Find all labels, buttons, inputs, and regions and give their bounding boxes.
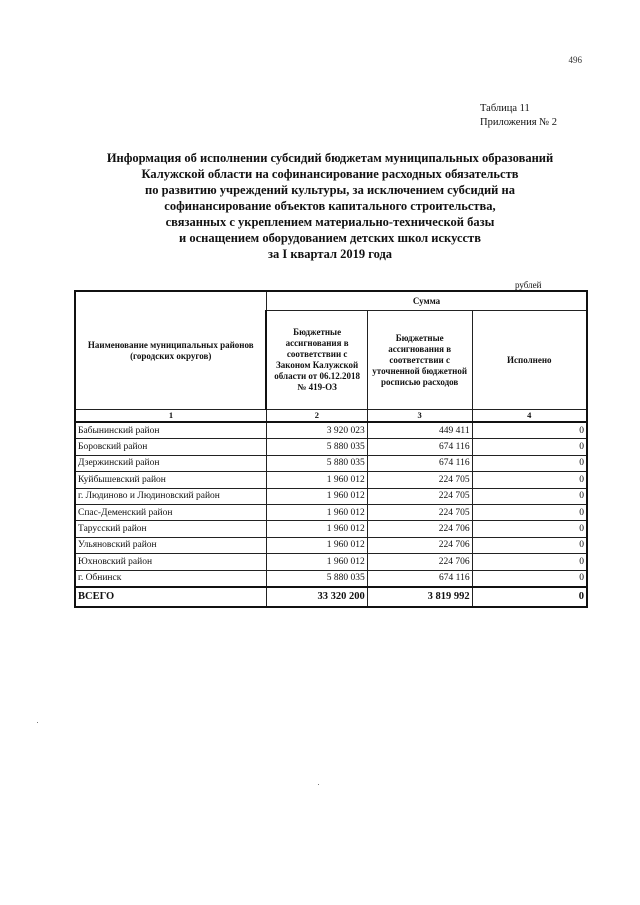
title-line: Информация об исполнении субсидий бюджетам муниципальных образований — [106, 151, 554, 165]
district-name: Тарусский район — [75, 521, 266, 537]
document-title — [70, 150, 590, 262]
district-name: г. Людиново и Людиновский район — [75, 488, 266, 504]
table-reference — [480, 102, 557, 130]
title-line: Калужской области на софинансирование расходных обязательств — [141, 167, 519, 181]
table-row — [75, 455, 587, 471]
district-name: Куйбышевский район — [75, 472, 266, 488]
plan-value: 5 880 035 — [266, 439, 367, 455]
total-done: 0 — [472, 587, 587, 607]
adjusted-value: 224 705 — [367, 488, 472, 504]
table-row — [75, 488, 587, 504]
done-value: 0 — [472, 504, 587, 520]
adjusted-value: 224 705 — [367, 504, 472, 520]
done-value: 0 — [472, 455, 587, 471]
header-sum: Сумма — [266, 291, 587, 311]
done-value: 0 — [472, 554, 587, 570]
table-row — [75, 439, 587, 455]
title-line: по развитию учреждений культуры, за исключением субсидий на — [145, 183, 515, 197]
adjusted-value: 224 706 — [367, 554, 472, 570]
district-name: Боровский район — [75, 439, 266, 455]
column-number: 4 — [472, 410, 587, 423]
total-plan: 33 320 200 — [266, 587, 367, 607]
total-row — [75, 587, 587, 607]
column-number: 1 — [75, 410, 266, 423]
title-line: за I квартал 2019 года — [267, 247, 393, 261]
done-value: 0 — [472, 570, 587, 587]
title-line: и оснащением оборудованием детских школ искусств — [179, 231, 481, 245]
scan-speck — [318, 784, 319, 785]
units-label: рублей — [515, 280, 542, 290]
done-value: 0 — [472, 537, 587, 553]
district-name: Спас-Деменский район — [75, 504, 266, 520]
district-name: Юхновский район — [75, 554, 266, 570]
district-name: Дзержинский район — [75, 455, 266, 471]
district-name: Бабынинский район — [75, 422, 266, 439]
adjusted-value: 674 116 — [367, 439, 472, 455]
plan-value: 1 960 012 — [266, 554, 367, 570]
subsidy-table — [74, 290, 588, 608]
header-adjusted: Бюджетные ассигнования в соответствии с уточненной бюджетной росписью расходов — [367, 311, 472, 410]
table-row — [75, 472, 587, 488]
adjusted-value: 449 411 — [367, 422, 472, 439]
adjusted-value: 224 706 — [367, 521, 472, 537]
column-number: 3 — [367, 410, 472, 423]
table-row — [75, 504, 587, 520]
adjusted-value: 674 116 — [367, 570, 472, 587]
header-name: Наименование муниципальных районов (городских округов) — [75, 291, 266, 410]
table-row — [75, 554, 587, 570]
plan-value: 1 960 012 — [266, 537, 367, 553]
plan-value: 1 960 012 — [266, 504, 367, 520]
header-plan: Бюджетные ассигнования в соответствии с Законом Калужской области от 06.12.2018 № 419-ОЗ — [266, 311, 367, 410]
plan-value: 5 880 035 — [266, 455, 367, 471]
table-row — [75, 422, 587, 439]
table-row — [75, 570, 587, 587]
total-label: ВСЕГО — [75, 587, 266, 607]
done-value: 0 — [472, 422, 587, 439]
page-number: 496 — [568, 55, 582, 65]
total-adjusted: 3 819 992 — [367, 587, 472, 607]
scan-speck — [37, 722, 38, 723]
title-line: софинансирование объектов капитального строительства, — [164, 199, 496, 213]
table-ref-line1: Таблица 11 — [480, 103, 530, 114]
table-row — [75, 537, 587, 553]
district-name: Ульяновский район — [75, 537, 266, 553]
title-line: связанных с укреплением материально-технической базы — [165, 215, 495, 229]
table-row — [75, 521, 587, 537]
plan-value: 1 960 012 — [266, 472, 367, 488]
done-value: 0 — [472, 472, 587, 488]
done-value: 0 — [472, 488, 587, 504]
adjusted-value: 224 706 — [367, 537, 472, 553]
header-done: Исполнено — [472, 311, 587, 410]
plan-value: 5 880 035 — [266, 570, 367, 587]
done-value: 0 — [472, 521, 587, 537]
column-number: 2 — [266, 410, 367, 423]
done-value: 0 — [472, 439, 587, 455]
adjusted-value: 224 705 — [367, 472, 472, 488]
adjusted-value: 674 116 — [367, 455, 472, 471]
district-name: г. Обнинск — [75, 570, 266, 587]
plan-value: 1 960 012 — [266, 488, 367, 504]
table-ref-line2: Приложения № 2 — [480, 117, 558, 128]
plan-value: 3 920 023 — [266, 422, 367, 439]
plan-value: 1 960 012 — [266, 521, 367, 537]
